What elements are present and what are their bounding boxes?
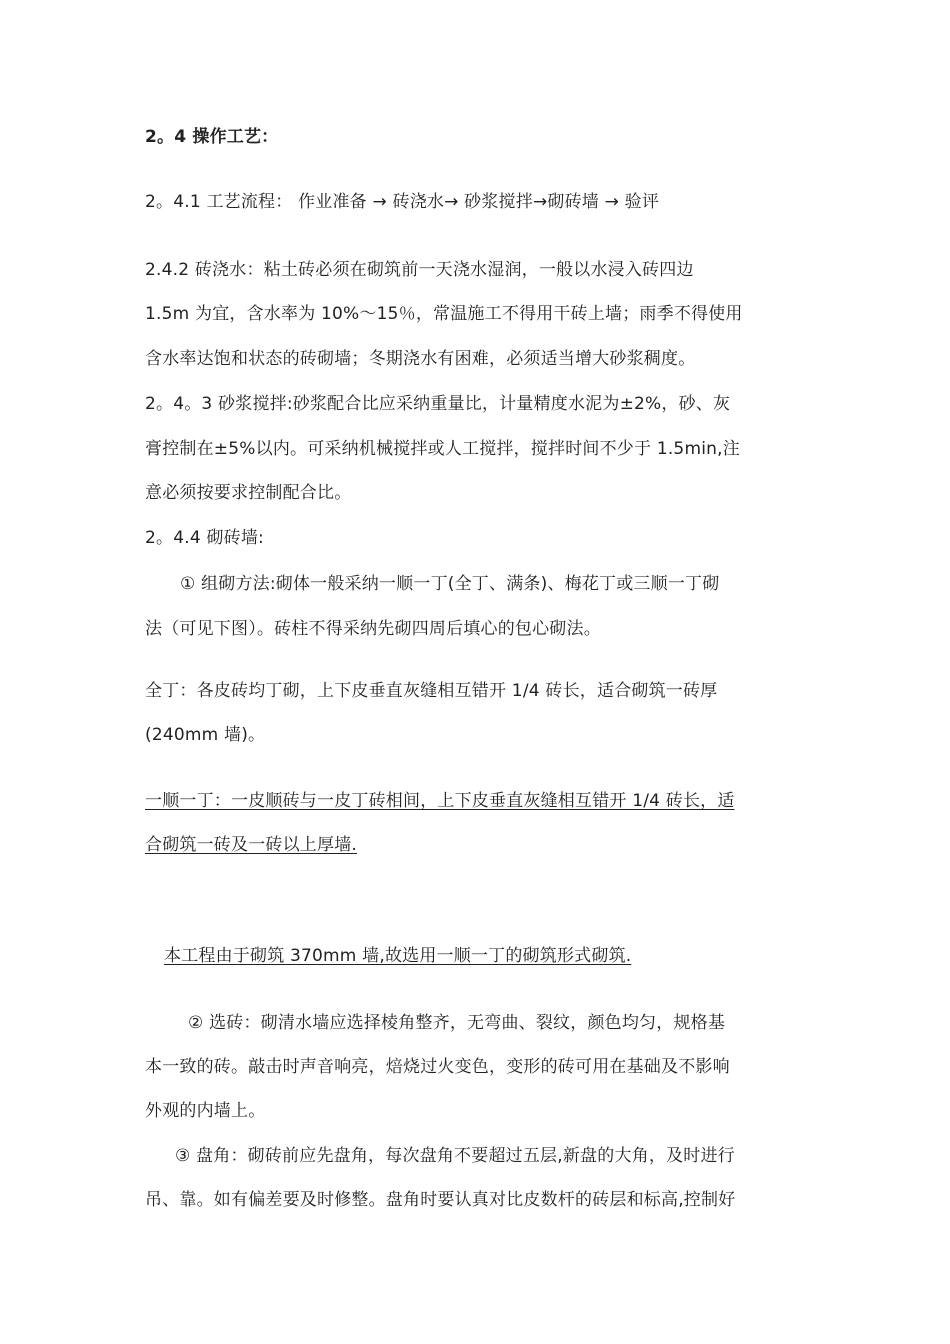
- english-bond-line-2: 合砌筑一砖及一砖以上厚墙.: [145, 835, 358, 855]
- full-header-line-1: 全丁：各皮砖均丁砌，上下皮垂直灰缝相互错开 1/4 砖长，适合砌筑一砖厚: [145, 681, 718, 701]
- brick-watering-line-3: 含水率达饱和状态的砖砌墙；冬期浇水有困难，必须适当增大砂浆稠度。: [145, 349, 696, 369]
- brick-selection-line-1: ② 选砖：砌清水墙应选择棱角整齐，无弯曲、裂纹，颜色均匀，规格基: [188, 1013, 726, 1033]
- corner-building-line-2: 吊、靠。如有偏差要及时修整。盘角时要认真对比皮数杆的砖层和标高,控制好: [145, 1190, 736, 1210]
- brick-watering-line-2: 1.5m 为宜，含水率为 10%～15％，常温施工不得用干砖上墙；雨季不得使用: [145, 304, 743, 324]
- mortar-mixing-line-2: 膏控制在±5%以内。可采纳机械搅拌或人工搅拌，搅拌时间不少于 1.5min,注: [145, 439, 740, 459]
- brick-selection-line-2: 本一致的砖。敲击时声音响亮，焙烧过火变色，变形的砖可用在基础及不影响: [145, 1057, 730, 1077]
- bonding-method-line-2: 法（可见下图）。砖柱不得采纳先砌四周后填心的包心砌法。: [145, 619, 601, 639]
- brick-wall-heading: 2。4.4 砌砖墙:: [145, 528, 264, 548]
- mortar-mixing-line-1: 2。4。3 砂浆搅拌:砂浆配合比应采纳重量比，计量精度水泥为±2%，砂、灰: [145, 394, 731, 414]
- brick-selection-line-3: 外观的内墙上。: [145, 1101, 266, 1121]
- english-bond-line-1: 一顺一丁：一皮顺砖与一皮丁砖相间，上下皮垂直灰缝相互错开 1/4 砖长，适: [145, 791, 735, 811]
- process-flow-line: 2。4.1 工艺流程： 作业准备 → 砖浇水→ 砂浆搅拌→砌砖墙 → 验评: [145, 192, 660, 212]
- section-title: 2。4 操作工艺：: [145, 127, 279, 147]
- bonding-method-line-1: ① 组砌方法:砌体一般采纳一顺一丁(全丁、满条)、梅花丁或三顺一丁砌: [180, 574, 720, 594]
- full-header-line-2: (240mm 墙)。: [145, 725, 266, 745]
- mortar-mixing-line-3: 意必须按要求控制配合比。: [145, 483, 352, 503]
- brick-watering-line-1: 2.4.2 砖浇水：粘土砖必须在砌筑前一天浇水湿润，一般以水浸入砖四边: [145, 260, 694, 280]
- project-note: 本工程由于砌筑 370mm 墙,故选用一顺一丁的砌筑形式砌筑.: [164, 946, 632, 966]
- corner-building-line-1: ③ 盘角：砌砖前应先盘角，每次盘角不要超过五层,新盘的大角，及时进行: [175, 1146, 735, 1166]
